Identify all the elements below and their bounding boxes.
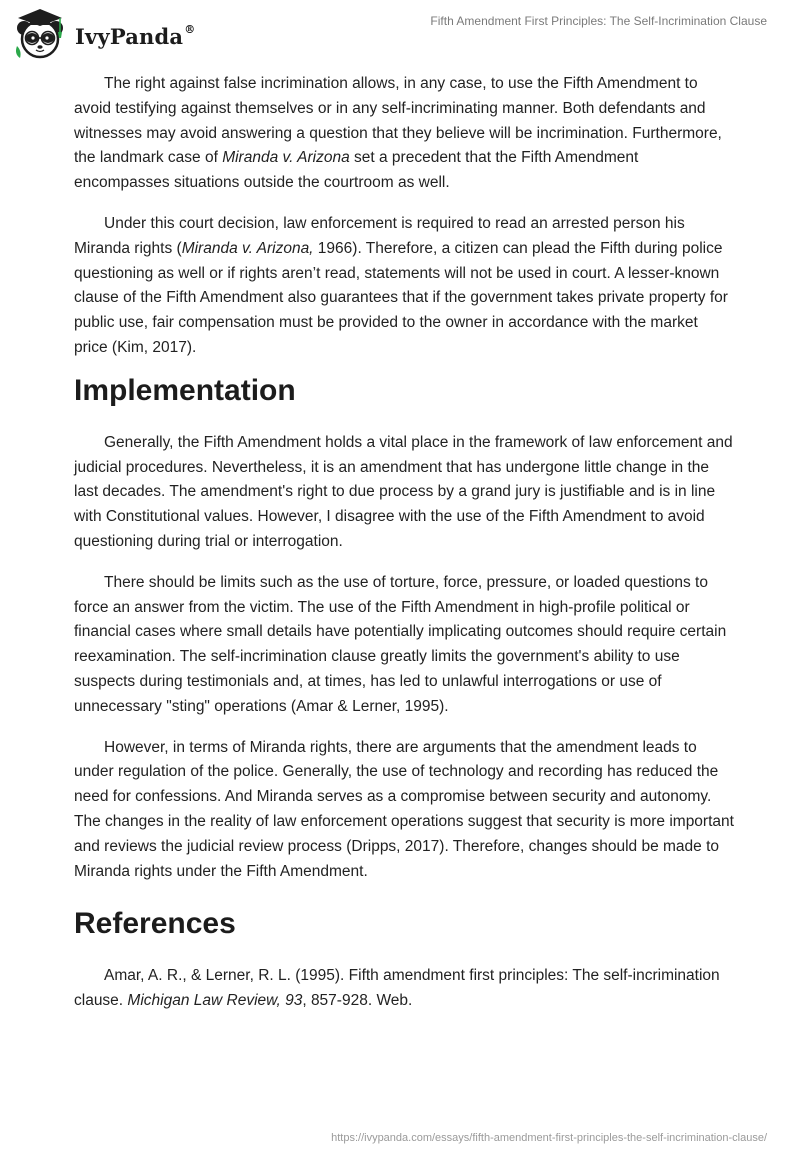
registered-mark: ® [184,22,196,36]
brand-logo[interactable] [12,6,195,62]
implementation-paragraph-3: However, in terms of Miranda rights, there are arguments that the amendment leads to under regulation of the police. Generally, the use of technology and recording has reduced the need for confessions. And Miranda serves as a compromise between security and autonomy. The changes in the reality of law enforcement operations suggest that security is more important and reviews the judicial review process (Dripps, 2017). Therefore, changes should be made to Miranda rights under the Fifth Amendment. [74,738,734,880]
source-url[interactable]: https://ivypanda.com/essays/fifth-amendment-first-principles-the-self-incrimination-clause/ [331,1132,767,1144]
journal-name: Michigan Law Review, 93 [127,992,303,1010]
running-title: Fifth Amendment First Principles: The Self-Incrimination Clause [430,14,767,28]
essay-body [74,72,734,1014]
brand-name: IvyPanda® [75,22,196,49]
case-name: Miranda v. Arizona, [181,239,314,257]
case-name: Miranda v. Arizona [222,149,350,167]
intro-paragraph-2: Under this court decision, law enforcement is required to read an arrested person his Miranda rights (Miranda v. Arizona, 1966). Therefore, a citizen can plead the Fifth during police questioning as well or if rights aren’t read, statements will not be used in court. A lesser-known clause of the Fifth Amendment also guarantees that if the government takes private property for public use, fair compensation must be provided to the owner in accordance with the market price (Kim, 2017). [74,214,728,356]
intro-paragraph-1: The right against false incrimination allows, in any case, to use the Fifth Amendment to avoid testifying against themselves or in any self-incriminating manner. Both defendants and witnesses may avoid answering a question that they believe will be incrimination. Furthermore, the landmark case of Miranda v. Arizona set a precedent that the Fifth Amendment encompasses situations outside the courtroom as well. [74,75,722,192]
reference-entry: Amar, A. R., & Lerner, R. L. (1995). Fifth amendment first principles: The self-incrimination clause. Michigan Law Review, 93, 857-928. Web. [74,967,720,1010]
heading-implementation: Implementation [74,373,296,407]
panda-icon [12,6,68,62]
implementation-paragraph-1: Generally, the Fifth Amendment holds a vital place in the framework of law enforcement and judicial procedures. Nevertheless, it is an amendment that has undergone little change in the last decades. The amendment's right to due process by a grand jury is justifiable and is in line with Constitutional values. However, I disagree with the use of the Fifth Amendment to avoid questioning during trial or interrogation. [74,433,733,550]
heading-references: References [74,907,236,941]
implementation-paragraph-2: There should be limits such as the use of torture, force, pressure, or loaded questions to force an answer from the victim. The use of the Fifth Amendment in high-profile political or financial cases where small details have potentially implicating outcomes should require certain reexamination. The self-incrimination clause greatly limits the government's ability to use suspects during testimonials and, at times, has led to unlawful interrogations or use of unnecessary "sting" operations (Amar & Lerner, 1995). [74,573,727,715]
page-header [0,0,800,70]
